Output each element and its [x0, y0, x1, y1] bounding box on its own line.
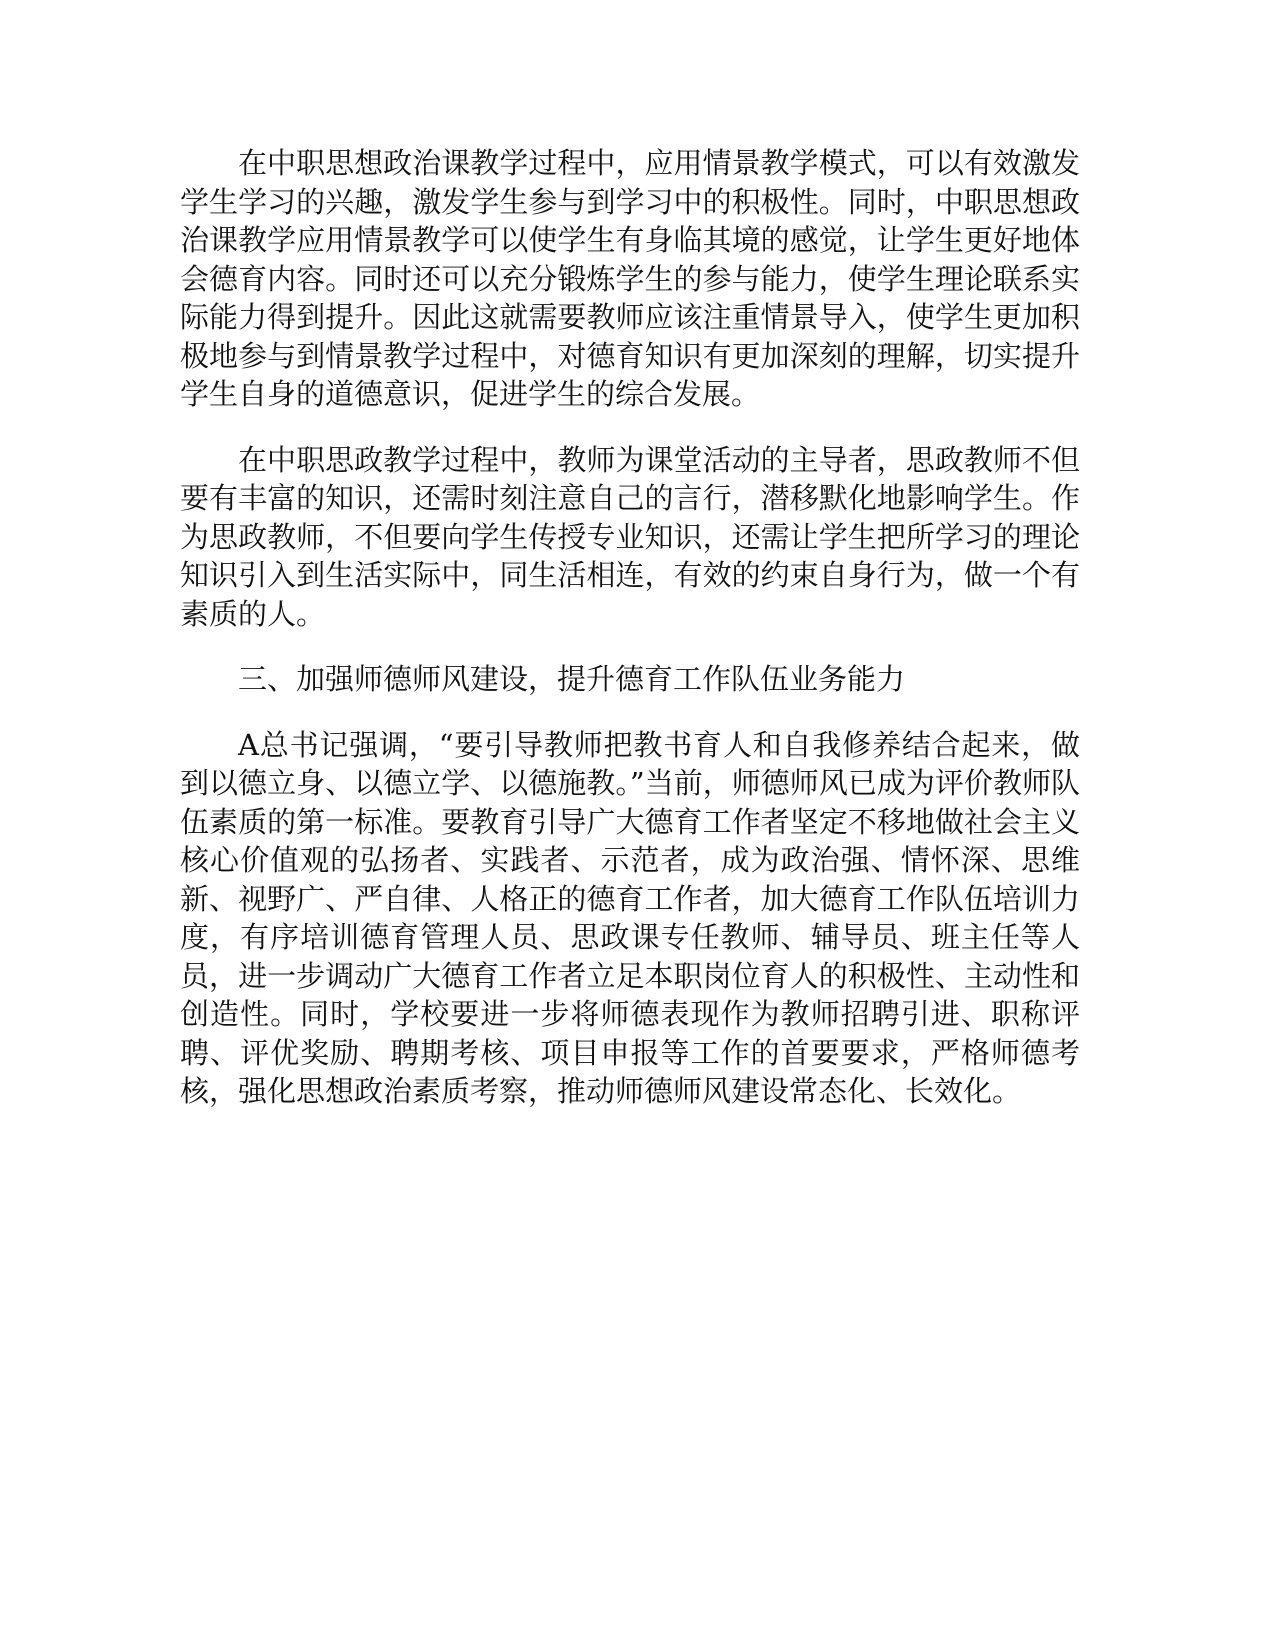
- paragraph-teacher-role: 在中职思政教学过程中，教师为课堂活动的主导者，思政教师不但要有丰富的知识，还需时刻注意自己的言行，潜移默化地影响学生。作为思政教师，不但要向学生传授专业知识，还需让学生把所学习的理论知识引入到生活实际中，同生活相连，有效的约束自身行为，做一个有素质的人。: [180, 442, 1080, 631]
- section-heading: 三、加强师德师风建设，提升德育工作队伍业务能力: [238, 662, 906, 696]
- paragraph-situational-teaching: 在中职思想政治课教学过程中，应用情景教学模式，可以有效激发学生学习的兴趣，激发学生参与到学习中的积极性。同时，中职思想政治课教学应用情景教学可以使学生有身临其境的感觉，让学生更好地体会德育内容。同时还可以充分锻炼学生的参与能力，使学生理论联系实际能力得到提升。因此这就需要教师应该注重情景导入，使学生更加积极地参与到情景教学过程中，对德育知识有更加深刻的理解，切实提升学生自身的道德意识，促进学生的综合发展。: [180, 146, 1080, 411]
- document-body: [180, 144, 1080, 1138]
- paragraph-teacher-ethics: A总书记强调，“要引导教师把教书育人和自我修养结合起来，做到以德立身、以德立学、以德施教。”当前，师德师风已成为评价教师队伍素质的第一标准。要教育引导广大德育工作者坚定不移地做社会主义核心价值观的弘扬者、实践者、示范者，成为政治强、情怀深、思维新、视野广、严自律、人格正的德育工作者，加大德育工作队伍培训力度，有序培训德育管理人员、思政课专任教师、辅导员、班主任等人员，进一步调动广大德育工作者立足本职岗位育人的积极性、主动性和创造性。同时，学校要进一步将师德表现作为教师招聘引进、职称评聘、评优奖励、聘期考核、项目申报等工作的首要要求，严格师德考核，强化思想政治素质考察，推动师德师风建设常态化、长效化。: [180, 727, 1080, 1108]
